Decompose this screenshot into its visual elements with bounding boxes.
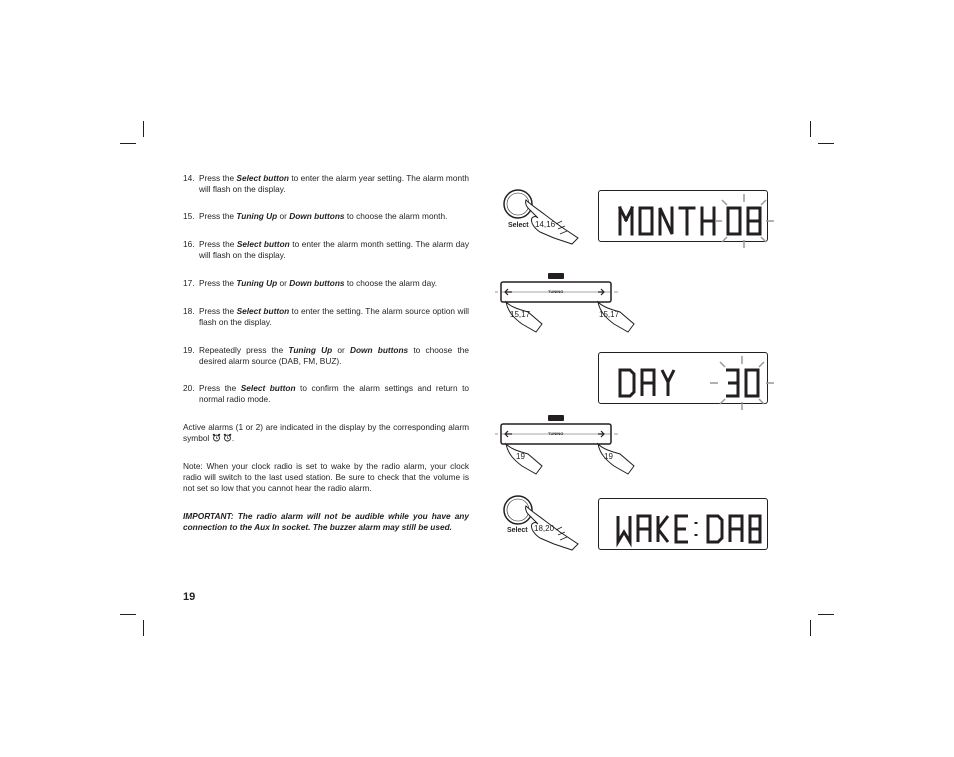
crop-mark xyxy=(120,614,136,615)
step-number: 15. xyxy=(183,211,195,221)
step-text: Press the Select button to confirm the alarm settings and return to normal radio mode. xyxy=(199,383,469,404)
step-item xyxy=(183,306,469,328)
step-text: Press the Select button to enter the setting. The alarm source option will flash on the display. xyxy=(199,306,469,327)
step-number: 16. xyxy=(183,239,195,249)
crop-mark xyxy=(810,620,811,636)
step-text: Press the Select button to enter the alarm month setting. The alarm day will flash on the display. xyxy=(199,239,469,260)
alarm-1-icon xyxy=(212,433,221,442)
tuning-label: TUNING xyxy=(548,431,564,436)
crop-mark xyxy=(818,143,834,144)
step-callout: 19 xyxy=(604,452,613,461)
step-callout: 18,20 xyxy=(534,524,555,533)
tuning-buttons-illustration xyxy=(498,414,638,476)
select-button-illustration xyxy=(500,186,580,246)
step-callout: 15,17 xyxy=(510,310,531,319)
step-text: Repeatedly press the Tuning Up or Down buttons to choose the desired alarm source (DAB, FM, BUZ). xyxy=(199,345,469,366)
step-callout: 15,17 xyxy=(599,310,620,319)
tuning-buttons-illustration xyxy=(498,272,638,334)
lcd-day-setting xyxy=(598,352,778,412)
active-alarms-paragraph: Active alarms (1 or 2) are indicated in the display by the corresponding alarm symbol . xyxy=(183,422,469,443)
note-paragraph: Note: When your clock radio is set to wake by the radio alarm, your clock radio will switch to the last used station. Be sure to check that the volume is not set so low that you cannot hear the radio alarm. xyxy=(183,461,469,493)
crop-mark xyxy=(143,620,144,636)
step-text: Press the Tuning Up or Down buttons to choose the alarm month. xyxy=(199,211,448,221)
step-number: 19. xyxy=(183,345,195,355)
step-number: 17. xyxy=(183,278,195,288)
step-callout: 14,16 xyxy=(535,220,556,229)
page-number: 19 xyxy=(183,591,196,603)
step-text: Press the Tuning Up or Down buttons to choose the alarm day. xyxy=(199,278,438,288)
select-button-label: Select xyxy=(508,222,529,229)
step-item xyxy=(183,239,469,261)
step-item xyxy=(183,345,469,367)
step-item xyxy=(183,278,469,289)
step-number: 20. xyxy=(183,383,195,393)
alarm-2-icon xyxy=(223,433,232,442)
crop-mark xyxy=(143,121,144,137)
step-item xyxy=(183,173,469,195)
tuning-label: TUNING xyxy=(548,289,564,294)
crop-mark xyxy=(810,121,811,137)
select-button-illustration xyxy=(500,492,580,552)
select-button-label: Select xyxy=(507,527,528,534)
step-item xyxy=(183,211,469,222)
crop-mark xyxy=(120,143,136,144)
lcd-wake-source xyxy=(598,498,778,558)
important-paragraph: IMPORTANT: The radio alarm will not be audible while you have any connection to the Aux In socket. The buzzer alarm may still be used. xyxy=(183,511,469,532)
step-callout: 19 xyxy=(516,452,525,461)
lcd-month-setting xyxy=(598,190,778,250)
step-number: 18. xyxy=(183,306,195,316)
step-number: 14. xyxy=(183,173,195,183)
step-item xyxy=(183,383,469,405)
crop-mark xyxy=(818,614,834,615)
step-text: Press the Select button to enter the alarm year setting. The alarm month will flash on the display. xyxy=(199,173,469,194)
